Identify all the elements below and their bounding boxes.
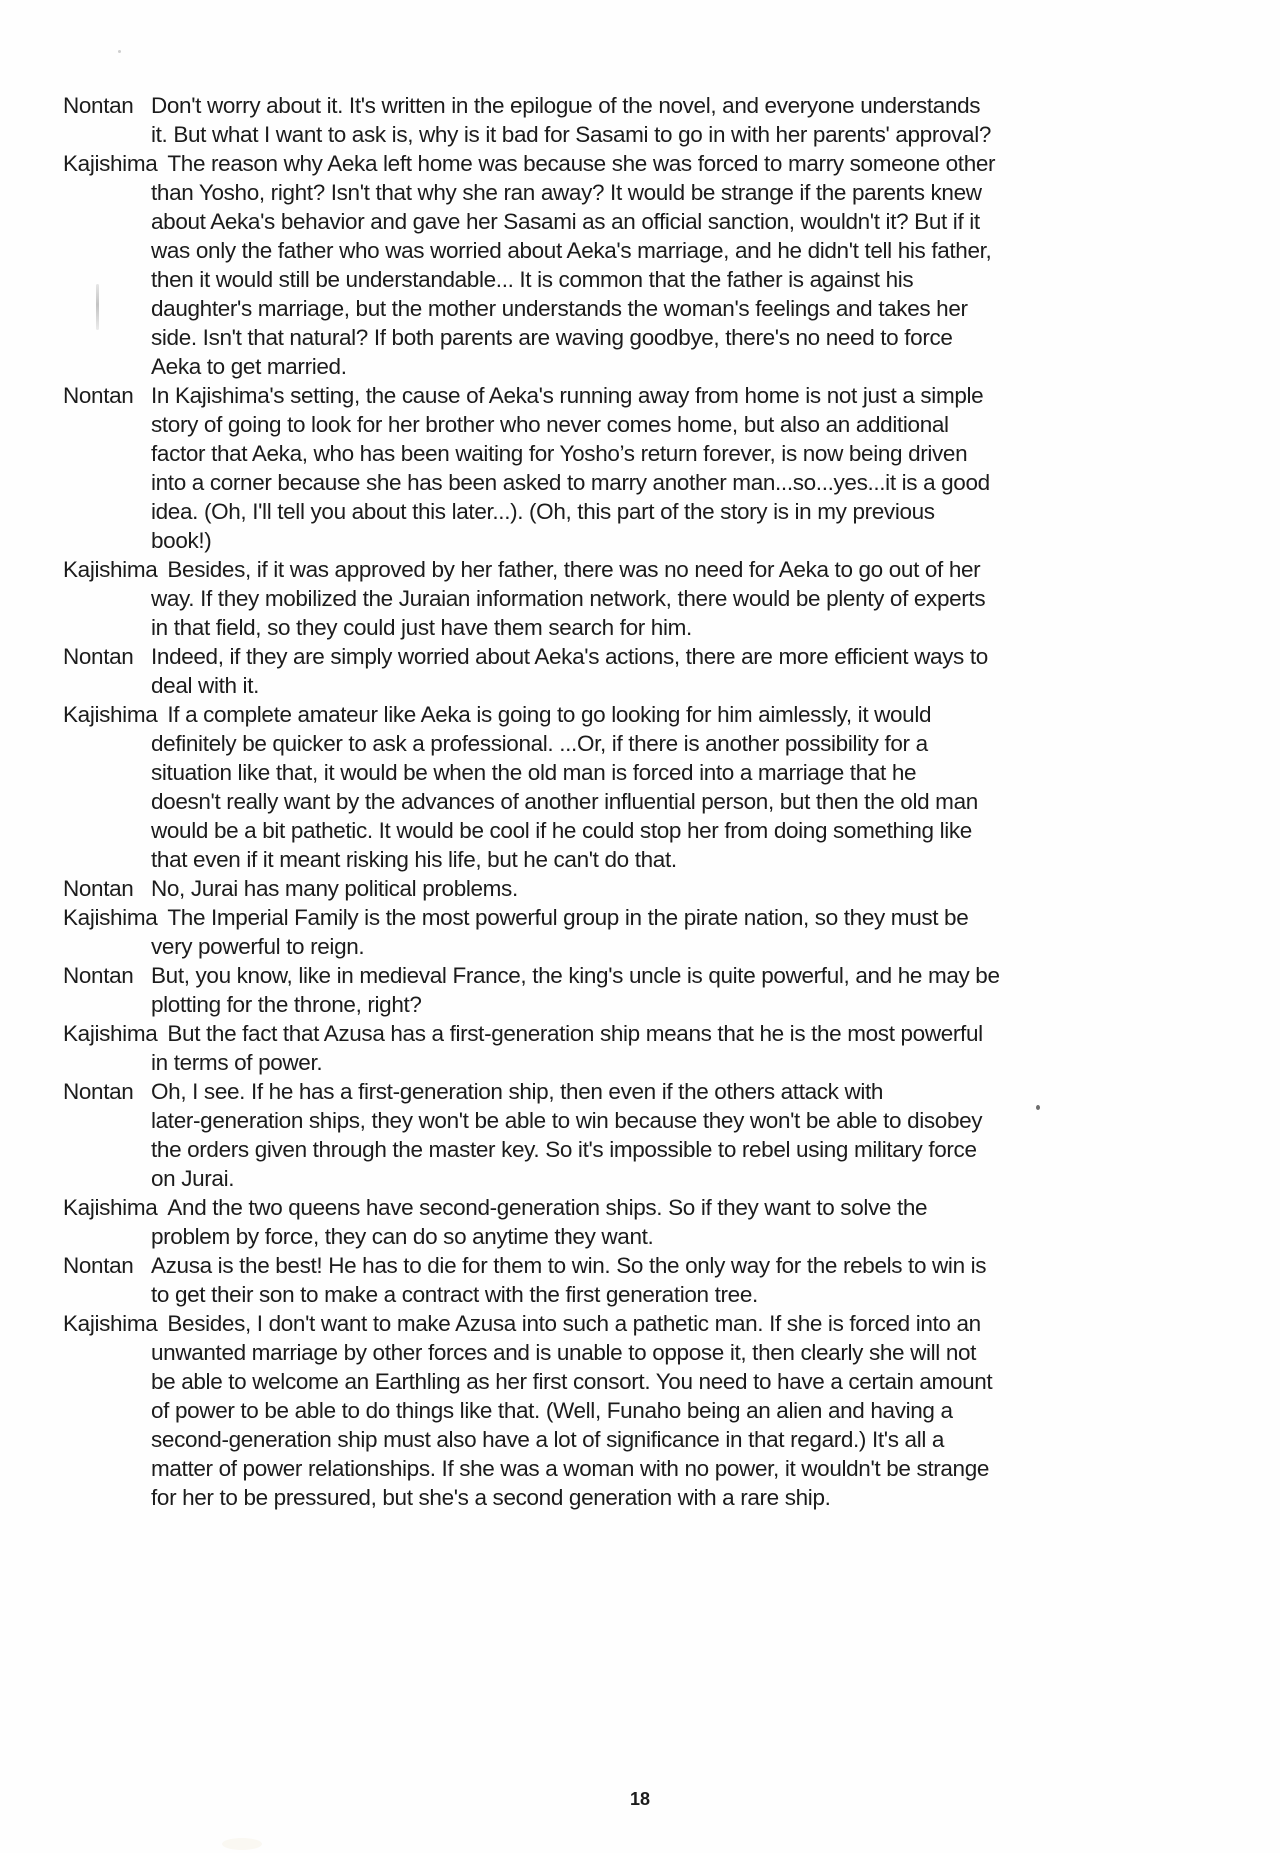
dialogue-line (63, 1251, 1000, 1280)
dialogue-text: Oh, I see. If he has a first-generation ship, then even if the others attack with (151, 1079, 884, 1104)
dialogue-entry (63, 381, 1000, 555)
dialogue-line: the orders given through the master key. So it's impossible to rebel using military force (151, 1137, 977, 1162)
page-number: 18 (629, 1789, 651, 1809)
dialogue-entry (63, 874, 1000, 903)
dialogue-text: Besides, if it was approved by her father, there was no need for Aeka to go out of her (167, 557, 981, 582)
dialogue-text: No, Jurai has many political problems. (151, 876, 518, 901)
dialogue-line: unwanted marriage by other forces and is unable to oppose it, then clearly she will not (151, 1340, 977, 1365)
dialogue-line (63, 700, 1000, 729)
dialogue-text: And the two queens have second-generation ships. So if they want to solve the (167, 1195, 928, 1220)
dialogue-line: deal with it. (151, 673, 260, 698)
dialogue-text: Besides, I don't want to make Azusa into such a pathetic man. If she is forced into an (167, 1311, 981, 1336)
speaker-name: Nontan (63, 1253, 134, 1278)
dialogue-line: it. But what I want to ask is, why is it bad for Sasami to go in with her parents' approval? (151, 122, 992, 147)
dialogue-line (63, 961, 1000, 990)
dialogue-line (63, 1309, 1000, 1338)
dialogue-line: story of going to look for her brother who never comes home, but also an additional (151, 412, 949, 437)
dialogue-entry (63, 961, 1000, 1019)
dialogue-line (63, 1077, 1000, 1106)
scan-artifact-smudge (222, 1838, 262, 1850)
dialogue-line: daughter's marriage, but the mother understands the woman's feelings and takes her (151, 296, 968, 321)
scan-artifact-dot (118, 50, 121, 53)
dialogue-line: in terms of power. (151, 1050, 323, 1075)
dialogue-line: into a corner because she has been asked to marry another man...so...yes...it is a good (151, 470, 990, 495)
dialogue-line: Aeka to get married. (151, 354, 347, 379)
dialogue-text: Don't worry about it. It's written in the epilogue of the novel, and everyone understands (151, 93, 981, 118)
speaker-name: Kajishima (63, 151, 158, 176)
dialogue-line: for her to be pressured, but she's a second generation with a rare ship. (151, 1485, 831, 1510)
dialogue-line (63, 381, 1000, 410)
dialogue-entry (63, 149, 1000, 381)
speaker-name: Kajishima (63, 702, 158, 727)
dialogue-line: problem by force, they can do so anytime they want. (151, 1224, 654, 1249)
dialogue-entry (63, 1077, 1000, 1193)
dialogue-text: The Imperial Family is the most powerful group in the pirate nation, so they must be (167, 905, 969, 930)
dialogue-entry (63, 1193, 1000, 1251)
speaker-name: Kajishima (63, 1021, 158, 1046)
dialogue-line: book!) (151, 528, 212, 553)
dialogue-line (63, 149, 1000, 178)
dialogue-line: situation like that, it would be when the old man is forced into a marriage that he (151, 760, 917, 785)
dialogue-line: factor that Aeka, who has been waiting for Yosho’s return forever, is now being driven (151, 441, 968, 466)
speaker-name: Nontan (63, 383, 134, 408)
dialogue-line (63, 1193, 1000, 1222)
dialogue-line: be able to welcome an Earthling as her first consort. You need to have a certain amount (151, 1369, 993, 1394)
dialogue-text: The reason why Aeka left home was because she was forced to marry someone other (167, 151, 996, 176)
dialogue-line (63, 1019, 1000, 1048)
dialogue-text: Azusa is the best! He has to die for them to win. So the only way for the rebels to win is (151, 1253, 987, 1278)
dialogue-line: then it would still be understandable... It is common that the father is against his (151, 267, 914, 292)
dialogue-line: plotting for the throne, right? (151, 992, 422, 1017)
dialogue-line: of power to be able to do things like that. (Well, Funaho being an alien and having a (151, 1398, 953, 1423)
scan-artifact-dot (1036, 1105, 1040, 1110)
dialogue-line: later-generation ships, they won't be able to win because they won't be able to disobey (151, 1108, 983, 1133)
dialogue-entry (63, 1251, 1000, 1309)
dialogue-entry (63, 1019, 1000, 1077)
dialogue-line: side. Isn't that natural? If both parents are waving goodbye, there's no need to force (151, 325, 953, 350)
dialogue-line: in that field, so they could just have them search for him. (151, 615, 692, 640)
speaker-name: Nontan (63, 644, 134, 669)
dialogue-line: way. If they mobilized the Juraian information network, there would be plenty of experts (151, 586, 986, 611)
dialogue-line: idea. (Oh, I'll tell you about this later...). (Oh, this part of the story is in my previous (151, 499, 935, 524)
dialogue-entry (63, 1309, 1000, 1512)
dialogue-list (63, 91, 1000, 1512)
dialogue-line (63, 874, 1000, 903)
dialogue-text: In Kajishima's setting, the cause of Aeka's running away from home is not just a simple (151, 383, 984, 408)
speaker-name: Kajishima (63, 1195, 158, 1220)
dialogue-line (63, 91, 1000, 120)
dialogue-line: to get their son to make a contract with the first generation tree. (151, 1282, 758, 1307)
dialogue-entry (63, 555, 1000, 642)
dialogue-line: second-generation ship must also have a lot of significance in that regard.) It's all a (151, 1427, 945, 1452)
speaker-name: Nontan (63, 963, 134, 988)
dialogue-line: would be a bit pathetic. It would be cool if he could stop her from doing something like (151, 818, 972, 843)
dialogue-text: If a complete amateur like Aeka is going to go looking for him aimlessly, it would (167, 702, 932, 727)
dialogue-entry (63, 91, 1000, 149)
dialogue-text: But, you know, like in medieval France, the king's uncle is quite powerful, and he may be (151, 963, 1000, 988)
dialogue-line (63, 555, 1000, 584)
speaker-name: Kajishima (63, 557, 158, 582)
speaker-name: Kajishima (63, 1311, 158, 1336)
dialogue-line: that even if it meant risking his life, but he can't do that. (151, 847, 677, 872)
dialogue-line: on Jurai. (151, 1166, 235, 1191)
dialogue-text: Indeed, if they are simply worried about Aeka's actions, there are more efficient ways to (151, 644, 988, 669)
dialogue-line (63, 642, 1000, 671)
dialogue-line: doesn't really want by the advances of another influential person, but then the old man (151, 789, 978, 814)
speaker-name: Kajishima (63, 905, 158, 930)
dialogue-line: definitely be quicker to ask a professional. ...Or, if there is another possibility for a (151, 731, 928, 756)
dialogue-line: was only the father who was worried about Aeka's marriage, and he didn't tell his father, (151, 238, 992, 263)
dialogue-entry (63, 642, 1000, 700)
speaker-name: Nontan (63, 876, 134, 901)
dialogue-line (63, 903, 1000, 932)
dialogue-entry (63, 903, 1000, 961)
dialogue-text: But the fact that Azusa has a first-generation ship means that he is the most powerful (167, 1021, 983, 1046)
dialogue-line: very powerful to reign. (151, 934, 365, 959)
speaker-name: Nontan (63, 93, 134, 118)
dialogue-line: about Aeka's behavior and gave her Sasami as an official sanction, wouldn't it? But if it (151, 209, 980, 234)
dialogue-line: than Yosho, right? Isn't that why she ran away? It would be strange if the parents knew (151, 180, 982, 205)
speaker-name: Nontan (63, 1079, 134, 1104)
dialogue-entry (63, 700, 1000, 874)
dialogue-line: matter of power relationships. If she was a woman with no power, it wouldn't be strange (151, 1456, 990, 1481)
